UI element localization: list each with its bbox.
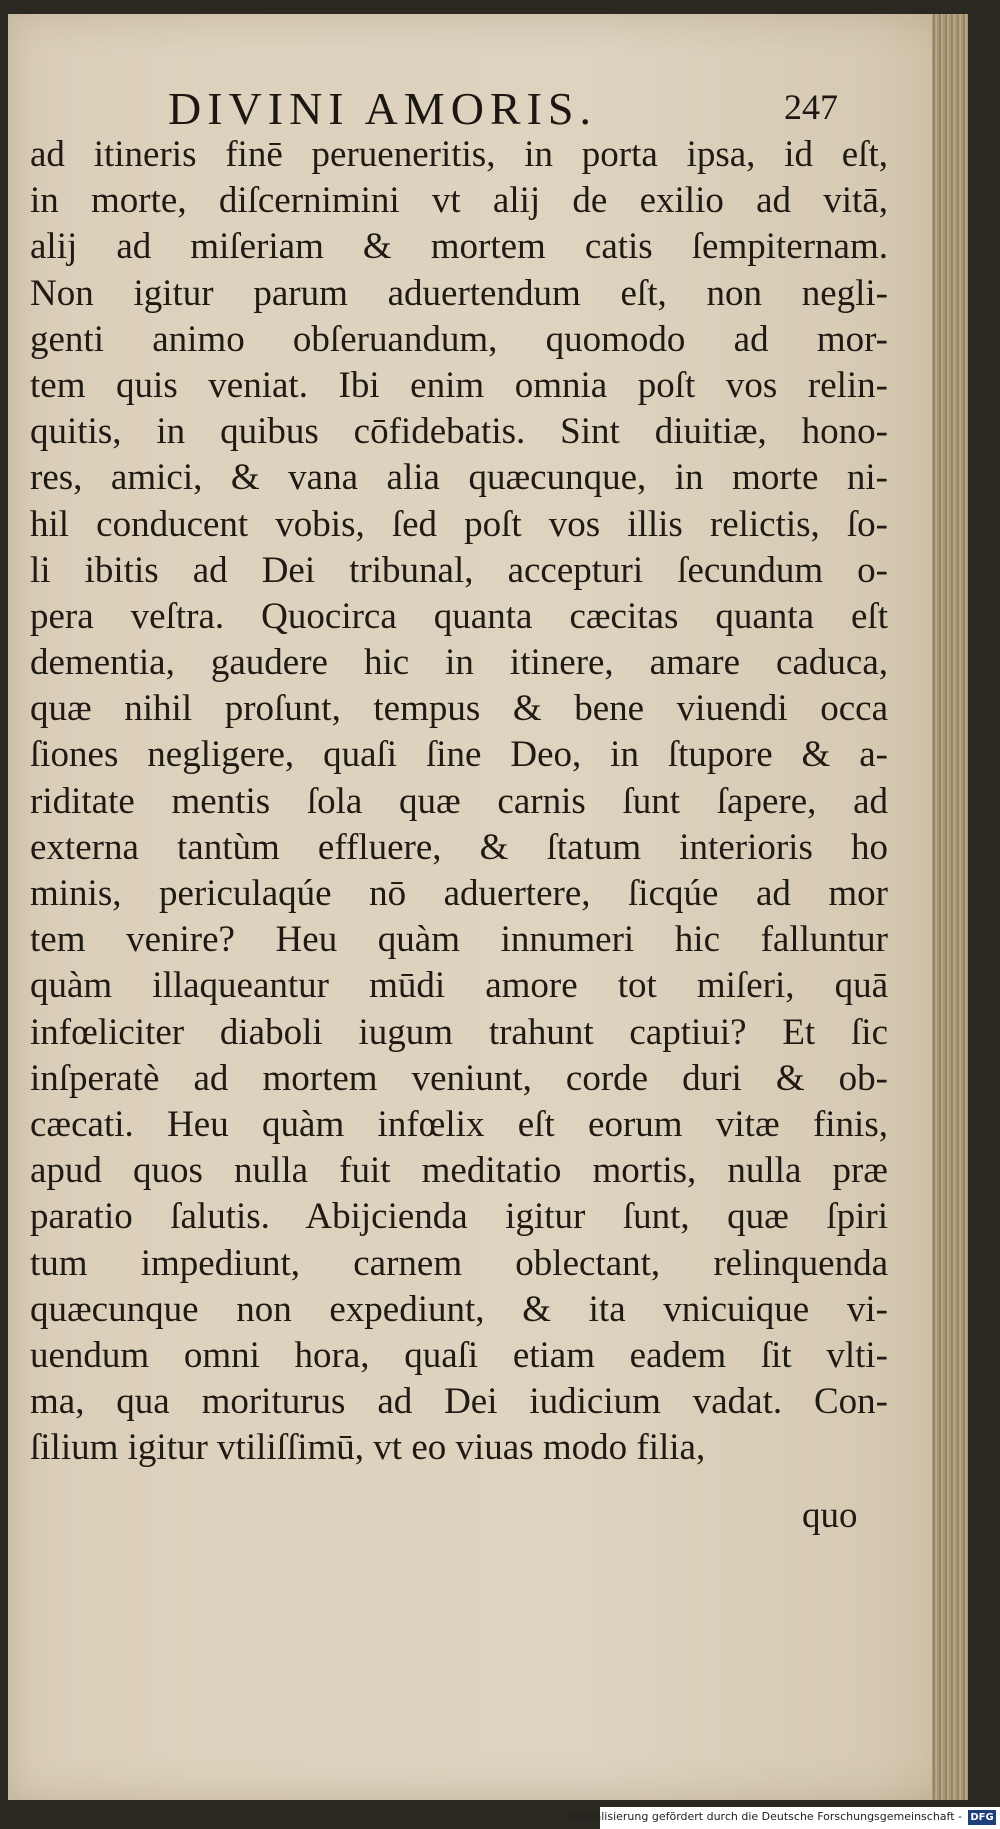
text-line: ſiones negligere, quaſi ſine Deo, in ſtupore & a-	[30, 734, 888, 776]
text-line: dementia, gaudere hic in itinere, amare caduca,	[30, 642, 888, 684]
text-line: paratio ſalutis. Abijcienda igitur ſunt, quæ ſpiri	[30, 1196, 888, 1238]
page-number: 247	[784, 87, 838, 127]
text-line: hil conducent vobis, ſed poſt vos illis relictis, ſo-	[30, 503, 888, 545]
text-line: uendum omni hora, quaſi etiam eadem ſit vlti-	[30, 1334, 888, 1376]
text-line: inſperatè ad mortem veniunt, corde duri & ob-	[30, 1057, 888, 1099]
page-edge	[932, 14, 968, 1800]
running-head-title: DIVINI AMORIS.	[168, 83, 597, 134]
dfg-logo: DFG	[968, 1810, 996, 1825]
text-line: quàm illaqueantur mūdi amore tot miſeri, quā	[30, 965, 888, 1007]
text-line: tem venire? Heu quàm innumeri hic falluntur	[30, 919, 888, 961]
text-line: quitis, in quibus cōfidebatis. Sint diuitiæ, hono-	[30, 411, 888, 453]
text-line: pera veſtra. Quocirca quanta cæcitas quanta eſt	[30, 595, 888, 637]
text-line: tum impediunt, carnem oblectant, relinquenda	[30, 1242, 888, 1284]
text-line: alij ad miſeriam & mortem catis ſempiternam.	[30, 226, 888, 268]
book-page	[8, 14, 968, 1800]
text-line: res, amici, & vana alia quæcunque, in morte ni-	[30, 457, 888, 499]
text-line: infœliciter diaboli iugum trahunt captiui? Et ſic	[30, 1011, 888, 1053]
text-line: genti animo obſeruandum, quomodo ad mor-	[30, 318, 888, 360]
body-text	[30, 132, 888, 1471]
text-line: li ibitis ad Dei tribunal, accepturi ſecundum o-	[30, 549, 888, 591]
text-line: riditate mentis ſola quæ carnis ſunt ſapere, ad	[30, 780, 888, 822]
text-line: in morte, diſcernimini vt alij de exilio ad vitā,	[30, 180, 888, 222]
text-line: quæ nihil proſunt, tempus & bene viuendi occa	[30, 688, 888, 730]
footer-credit: Digitalisierung gefördert durch die Deutsche Forschungsgemeinschaft -	[568, 1810, 962, 1823]
text-line: quæcunque non expediunt, & ita vnicuique vi-	[30, 1288, 888, 1330]
digitization-footer	[568, 1807, 1000, 1829]
text-line: ſilium igitur vtiliſſimū, vt eo viuas modo filia,	[30, 1427, 706, 1469]
text-line: ad itineris finē perueneritis, in porta ipsa, id eſt,	[30, 134, 888, 175]
text-line: minis, periculaqúe nō aduertere, ſicqúe ad mor	[30, 873, 888, 914]
text-line: Non igitur parum aduertendum eſt, non negli-	[30, 272, 888, 314]
text-line: tem quis veniat. Ibi enim omnia poſt vos relin-	[30, 364, 888, 406]
text-line: cæcati. Heu quàm infœlix eſt eorum vitæ finis,	[30, 1103, 888, 1145]
text-line: externa tantùm effluere, & ſtatum interioris ho	[30, 826, 888, 868]
text-line: ma, qua moriturus ad Dei iudicium vadat. Con-	[30, 1381, 888, 1423]
text-line: apud quos nulla fuit meditatio mortis, nulla præ	[30, 1150, 888, 1192]
catchword: quo	[802, 1495, 858, 1536]
